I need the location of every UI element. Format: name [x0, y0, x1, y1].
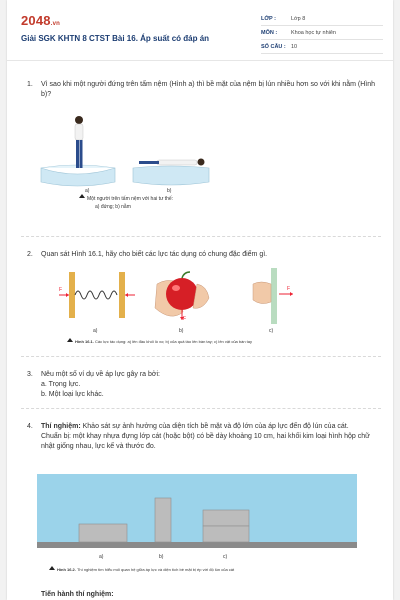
fig2-caption: Hình 16.1. Các lực tác dụng: a) lên đầu khối lò xo; b) của quả táo lên bàn tay; c) lên vật của bàn tay	[75, 339, 253, 344]
fig3-label-a: a)	[99, 554, 104, 560]
question-1: 1. Vì sao khi một người đứng trên tấm nệm (Hình a) thì bề mặt của nệm bị lún nhiều hơn so với khi nằm (Hình b)?	[27, 81, 376, 98]
site-logo[interactable]: 2048.vn	[21, 13, 61, 28]
figure-label-a: a)	[85, 188, 90, 194]
question-2: 2. Quan sát Hình 16.1, hãy cho biết các lực tác dụng có chung đặc điểm gì.	[27, 251, 268, 258]
figure-16-1	[57, 264, 357, 350]
fig2-label-b: b)	[179, 328, 184, 334]
figure-label-b: b)	[167, 188, 172, 194]
force-label-b: F	[183, 316, 187, 322]
page-title: Giải SGK KHTN 8 CTST Bài 16. Áp suất có đáp án	[21, 34, 210, 43]
fig2-label-c: c)	[269, 328, 274, 334]
fig3-label-b: b)	[159, 554, 164, 560]
meta-row-subject: MÔN : Khoa học tự nhiên	[261, 26, 383, 40]
force-label-c: F	[287, 286, 291, 292]
meta-row-count: SỐ CÂU : 10	[261, 40, 383, 54]
document-page	[7, 0, 393, 600]
question-4: 4. Thí nghiệm: Khảo sát sự ảnh hưởng của diện tích bề mặt và độ lớn của áp lực đến độ lún của cát. Chuẩn bị: một khay nhựa đựng lớp cát (hoặc bột) có bề dày khoảng 10 cm, hai khối kim loại hình hộp chữ nhật giống nhau, lực kế và thước đo.	[27, 423, 370, 450]
document-header	[7, 0, 393, 61]
figure-caption: Một người trên tấm nệm với hai tư thế:	[87, 196, 174, 202]
fig3-caption: Hình 16.2. Thí nghiệm tìm hiểu mối quan hệ giữa áp lực và diện tích bề mặt bị ép với độ lún của cát	[57, 567, 235, 572]
divider	[21, 408, 381, 409]
fig3-label-c: c)	[223, 554, 228, 560]
question-3: 3. Nêu một số ví dụ về áp lực gây ra bởi: a. Trọng lực. b. Một loại lực khác.	[27, 371, 160, 398]
force-label-a: F	[59, 287, 63, 293]
figure-mattress	[37, 110, 217, 220]
fig2-label-a: a)	[93, 328, 98, 334]
figure-caption-2: a) đứng; b) nằm	[95, 204, 131, 210]
divider	[21, 356, 381, 357]
divider	[21, 236, 381, 237]
document-meta	[261, 12, 383, 54]
meta-row-grade: LỚP : Lớp 8	[261, 12, 383, 26]
section-heading: Tiến hành thí nghiệm:	[41, 591, 114, 598]
figure-16-2	[37, 474, 357, 576]
